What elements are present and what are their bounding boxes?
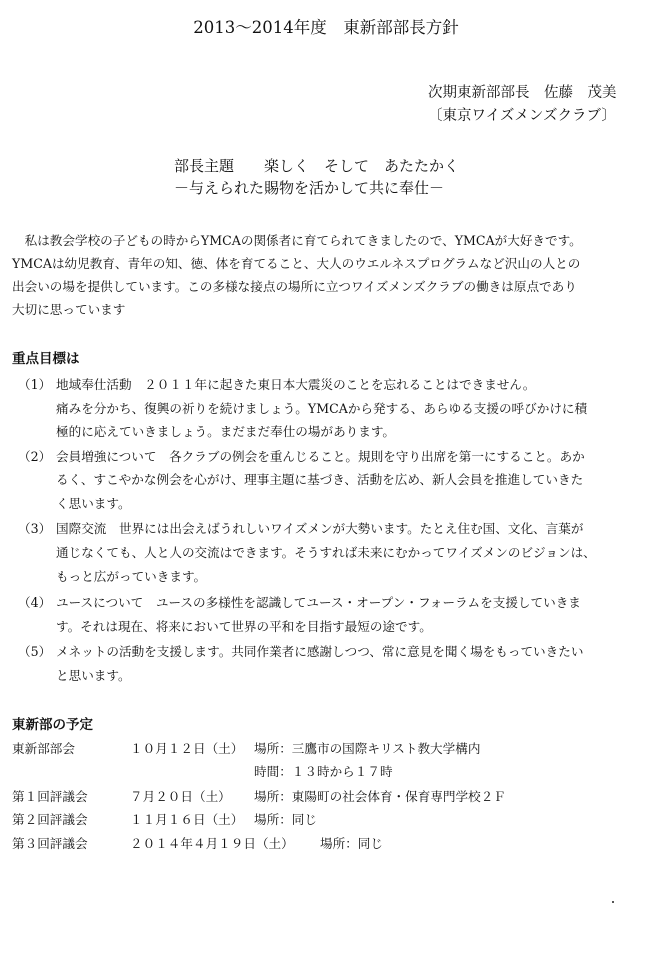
schedule-place: 場所：東陽町の社会体育・保育専門学校２Ｆ [254,789,506,804]
goal-line: 会員増強について 各クラブの例会を重んじること。規則を守り出席を第一にすること。あか [56,449,585,464]
intro-line: 出会いの場を提供しています。この多様な接点の場所に立つワイズメンズクラブの働きは原点であり [12,279,577,294]
goal-line: メネットの活動を支援します。共同作業者に感謝しつつ、常に意見を聞く場をもっていきたい [56,644,584,659]
schedule-date: ７月２０日（土） [130,789,231,804]
schedule-place: 場所：同じ [320,836,383,851]
theme-subtitle: －与えられた賜物を活かして共に奉仕－ [174,179,445,197]
schedule-date: １０月１２日（土） [130,741,244,756]
goal-line: 極的に応えていきましょう。まだまだ奉仕の場があります。 [56,424,396,439]
schedule-label: 東新部部会 [12,741,75,756]
document-title: 2013～2014年度 東新部部長方針 [193,18,459,37]
goal-number: （1） [18,377,52,392]
goal-number: （5） [18,644,52,659]
schedule-place: 場所：三鷹市の国際キリスト教大学構内 [254,741,481,756]
goal-number: （4） [18,595,52,610]
schedule-label: 第２回評議会 [12,812,88,827]
goal-line: と思います。 [56,668,131,683]
goal-line: 痛みを分かち、復興の祈りを続けましょう。YMCAから発する、あらゆる支援の呼びかけに積 [56,401,588,416]
schedule-label: 第１回評議会 [12,789,88,804]
schedule-date: １１月１６日（土） [130,812,244,827]
goal-line: 地域奉仕活動 ２０１１年に起きた東日本大震災のことを忘れることはできません。 [56,377,536,392]
goal-line: く思います。 [56,496,131,511]
schedule-place: 場所：同じ [254,812,317,827]
goal-line: 国際交流 世界には出会えばうれしいワイズメンが大勢います。たとえ住む国、文化、言葉が [56,521,584,536]
intro-line: 私は教会学校の子どもの時からYMCAの関係者に育てられてきましたので、YMCAが大好きです。 [12,233,582,248]
schedule-time: 時間：１３時から１７時 [254,764,393,779]
author-name: 次期東新部部長 佐藤 茂美 [428,85,617,101]
goal-line: るく、すこやかな例会を心がけ、理事主題に基づき、活動を広め、新人会員を推進していきた [56,472,584,487]
author-club: 〔東京ワイズメンズクラブ〕 [428,108,616,124]
goal-number: （2） [18,449,52,464]
schedule-date: ２０１４年４月１９日（土） [130,836,294,851]
goal-line: ユースについて ユースの多様性を認識してユース・オープン・フォーラムを支援していきま [56,595,581,610]
goal-line: す。それは現在、将来において世界の平和を目指す最短の途です。 [56,619,432,634]
scan-speck [612,901,614,903]
theme-title: 部長主題 楽しく そして あたたかく [174,157,460,175]
goals-heading: 重点目標は [12,351,80,367]
goal-line: もっと広がっていきます。 [56,569,207,584]
intro-line: 大切に思っています [12,302,126,317]
schedule-heading: 東新部の予定 [12,717,93,733]
goal-line: 通じなくても、人と人の交流はできます。そうすれば未来にむかってワイズメンのビジョンは、 [56,545,596,560]
intro-line: YMCAは幼児教育、青年の知、徳、体を育てること、大人のウエルネスプログラムなど沢山の人との [12,256,581,271]
schedule-label: 第３回評議会 [12,836,88,851]
goal-number: （3） [18,521,52,536]
